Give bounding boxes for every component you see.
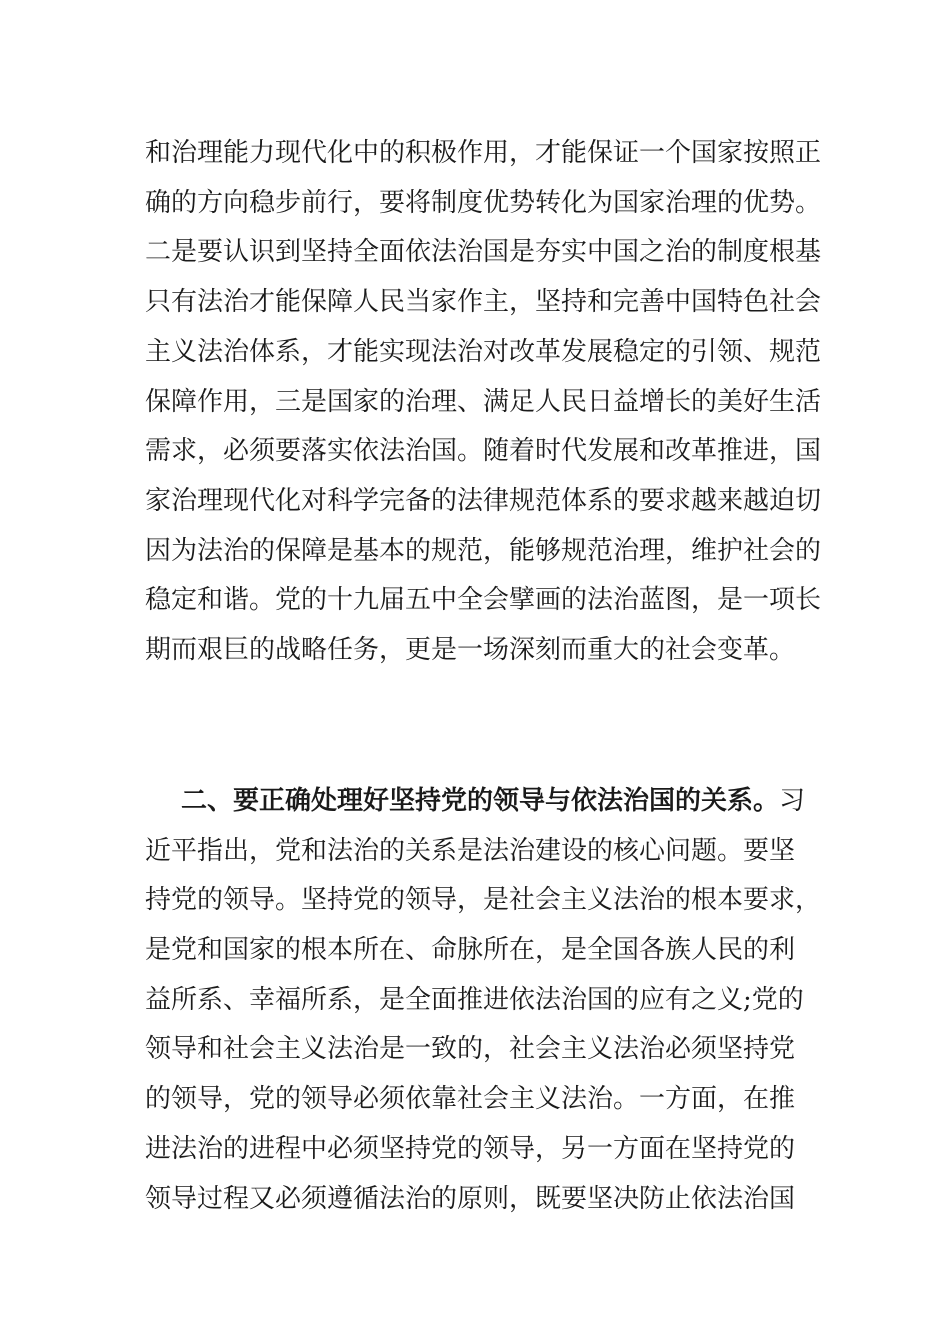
paragraph1-line-11: 期而艰巨的战略任务，更是一场深刻而重大的社会变革。 [145, 635, 796, 665]
paragraph2-line-6: 的领导，党的领导必须依靠社会主义法治。一方面，在推 [145, 1084, 796, 1114]
paragraph2-line-2: 持党的领导。坚持党的领导，是社会主义法治的根本要求， [145, 885, 822, 915]
paragraph1-line-7: 需求，必须要落实依法治国。随着时代发展和改革推进，国 [145, 436, 822, 466]
paragraph1-line-1: 和治理能力现代化中的积极作用，才能保证一个国家按照正 [145, 138, 822, 168]
paragraph2-first-line [181, 785, 805, 817]
paragraph1-line-8: 家治理现代化对科学完备的法律规范体系的要求越来越迫切 [145, 486, 822, 516]
paragraph1-line-9: 因为法治的保障是基本的规范，能够规范治理，维护社会的 [145, 536, 822, 566]
paragraph1-line-10: 稳定和谐。党的十九届五中全会擘画的法治蓝图，是一项长 [145, 585, 822, 615]
paragraph1-line-2: 确的方向稳步前行，要将制度优势转化为国家治理的优势。 [145, 188, 822, 218]
paragraph1-line-4: 只有法治才能保障人民当家作主，坚持和完善中国特色社会 [145, 287, 822, 317]
paragraph1-line-3: 二是要认识到坚持全面依法治国是夯实中国之治的制度根基 [145, 237, 822, 267]
paragraph2-line-1: 近平指出，党和法治的关系是法治建设的核心问题。要坚 [145, 836, 796, 866]
section-heading-tail: 习 [779, 786, 806, 816]
paragraph2-line-3: 是党和国家的根本所在、命脉所在，是全国各族人民的利 [145, 935, 796, 965]
paragraph2-line-4: 益所系、幸福所系，是全面推进依法治国的应有之义;党的 [145, 985, 804, 1015]
paragraph2-line-5: 领导和社会主义法治是一致的，社会主义法治必须坚持党 [145, 1034, 796, 1064]
paragraph1-line-5: 主义法治体系，才能实现法治对改革发展稳定的引领、规范 [145, 337, 822, 367]
paragraph1-line-6: 保障作用，三是国家的治理、满足人民日益增长的美好生活 [145, 387, 822, 417]
paragraph2-line-8: 领导过程又必须遵循法治的原则，既要坚决防止依法治国 [145, 1184, 796, 1214]
section-heading: 二、要正确处理好坚持党的领导与依法治国的关系。 [181, 786, 780, 816]
paragraph2-line-7: 进法治的进程中必须坚持党的领导，另一方面在坚持党的 [145, 1134, 796, 1164]
